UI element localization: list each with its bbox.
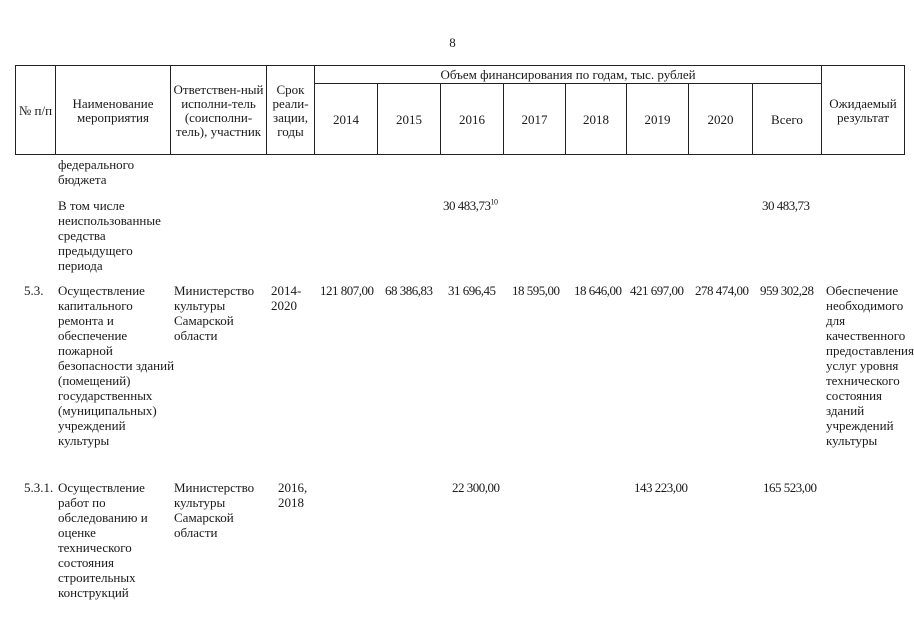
row-5-3-no: 5.3. (24, 283, 44, 298)
row-5-3-1-2016: 22 300,00 (452, 480, 500, 495)
row-5-3-1-total: 165 523,00 (763, 480, 817, 495)
row-5-3-responsible: Министерство культуры Самарской области (174, 283, 255, 343)
row-5-3-1-responsible: Министерство культуры Самарской области (174, 480, 255, 540)
row-5-3-2014: 121 807,00 (320, 283, 374, 298)
row-5-3-1-2019: 143 223,00 (634, 480, 688, 495)
row-5-3-2019: 421 697,00 (630, 283, 684, 298)
header-total: Всего (752, 83, 821, 155)
header-funding: Объем финансирования по годам, тыс. рублей (314, 65, 821, 83)
row-5-3-total: 959 302,28 (760, 283, 814, 298)
row-5-3-2015: 68 386,83 (385, 283, 433, 298)
row-5-3-name: Осуществление капитального ремонта и обеспечение пожарной безопасности зданий (помещений) государственных (муниципальных) учреждений культуры (58, 283, 175, 448)
header-no: № п/п (15, 65, 55, 155)
unused-funds-name: В том числе неиспользованные средства предыдущего периода (58, 198, 161, 273)
header-year-2018: 2018 (565, 83, 626, 155)
row-5-3-2018: 18 646,00 (574, 283, 622, 298)
row-5-3-term: 2014-2020 (271, 283, 302, 313)
row-5-3-1-term: 2016, 2018 (278, 480, 308, 510)
header-result: Ожидаемый результат (821, 65, 905, 155)
page-number: 8 (449, 35, 456, 50)
header-year-2019: 2019 (626, 83, 688, 155)
header-responsible: Ответствен-ный исполни-тель (соисполни-тель), участник (170, 65, 266, 155)
unused-2016 (443, 198, 498, 213)
row-5-3-result: Обеспечение необходимого для качественного предоставления услуг уровня технического состояния зданий учреждений культуры (826, 283, 914, 448)
header-year-2016: 2016 (440, 83, 503, 155)
header-bottom-rule (15, 154, 905, 155)
row-5-3-2017: 18 595,00 (512, 283, 560, 298)
header-term: Срок реали-зации, годы (266, 65, 314, 155)
header-year-2014: 2014 (314, 83, 377, 155)
header-name: Наименование мероприятия (55, 65, 170, 155)
row-5-3-2016: 31 696,45 (448, 283, 496, 298)
row-5-3-1-name: Осуществление работ по обследованию и оценке технического состояния строительных конструкций (58, 480, 148, 600)
header-year-2015: 2015 (377, 83, 440, 155)
header-year-2017: 2017 (503, 83, 565, 155)
table-header (15, 65, 905, 155)
continuation-name: федерального бюджета (58, 157, 135, 187)
unused-2016-value: 30 483,73 (443, 198, 491, 213)
footnote-mark: 10 (490, 197, 498, 207)
unused-total: 30 483,73 (762, 198, 810, 213)
row-5-3-1-no: 5.3.1. (24, 480, 54, 495)
header-year-2020: 2020 (688, 83, 752, 155)
row-5-3-2020: 278 474,00 (695, 283, 749, 298)
